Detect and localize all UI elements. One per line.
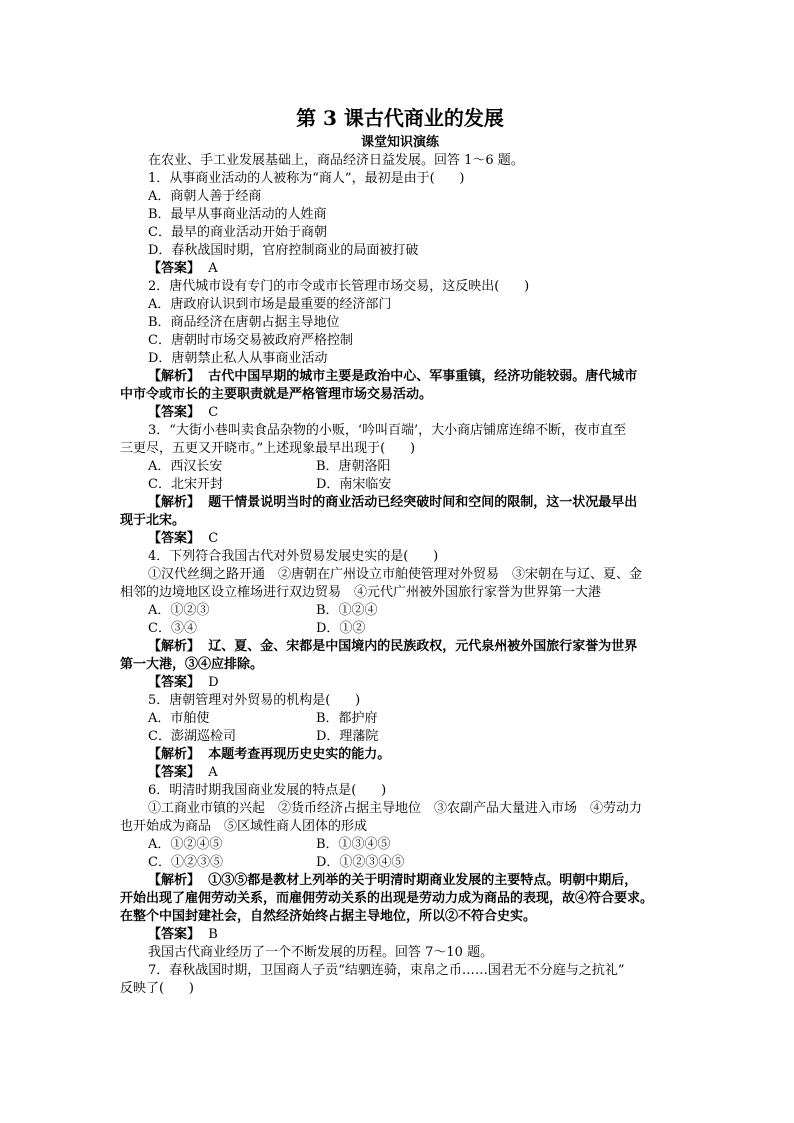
question-2-option-a: A．唐政府认识到市场是最重要的经济部门 [148,297,392,312]
question-5-option-b: B．都护府 [316,711,378,726]
explain-text: ①③⑤都是教材上列举的关于明清时期商业发展的主要特点。明朝中期后， [208,873,638,888]
question-1-option-a: A．商朝人善于经商 [148,189,262,204]
question-3-option-d: D．南宋临安 [316,477,392,492]
question-4-explanation [120,638,680,656]
answer-value: C [208,531,219,546]
question-4-option-b: B．①②④ [316,603,378,618]
document-content [120,104,680,998]
explain-text: 题干情景说明当时的商业活动已经突破时间和空间的限制，这一状况最早出 [208,495,638,510]
question-3-option-a: A．西汉长安 [148,459,223,474]
explain-label: 【解析】 [148,639,201,654]
question-5-option-c: C．澎湖巡检司 [148,729,236,744]
answer-value: D [208,675,219,690]
answer-label: 【答案】 [148,675,201,690]
question-1-option-c: C．最早的商业活动开始于商朝 [148,225,327,240]
explain-label: 【解析】 [148,369,201,384]
question-4-options-row-1 [120,602,680,620]
question-6-option-a: A．①②④⑤ [148,837,223,852]
question-3-options-row-1 [120,458,680,476]
explain-text: 开始出现了雇佣劳动关系，而雇佣劳动关系的出现是劳动力成为商品的表现，故④符合要求。 [120,891,654,906]
question-3-option-b: B．唐朝洛阳 [316,459,391,474]
section-subtitle: 课堂知识演练 [360,135,439,150]
explain-text: 古代中国早期的城市主要是政治中心、军事重镇，经济功能较弱。唐代城市 [208,369,638,384]
question-4-options-row-2 [120,620,680,638]
question-3-explanation [120,494,680,512]
explain-label: 【解析】 [148,873,201,888]
explain-text: 现于北宋。 [120,513,186,528]
question-6-items-cont: 也开始成为商品 ⑤区域性商人团体的形成 [120,819,368,834]
question-6-answer [120,926,680,944]
question-7-stem-cont: 反映了( ) [120,981,194,996]
question-3-option-c: C．北宋开封 [148,477,223,492]
question-4-option-a: A．①②③ [148,603,210,618]
question-5-stem: 5．唐朝管理对外贸易的机构是( ) [148,693,361,708]
question-3-options-row-2 [120,476,680,494]
intro-text-1: 在农业、手工业发展基础上，商品经济日益发展。回答 1～6 题。 [148,153,524,168]
question-4-stem: 4．下列符合我国古代对外贸易发展史实的是( ) [148,549,439,564]
question-6-option-b: B．①③④⑤ [316,837,391,852]
question-6-items: ①工商业市镇的兴起 ②货币经济占据主导地位 ③农副产品大量进入市场 ④劳动力 [148,801,643,816]
explain-text: 中市令或市长的主要职责就是严格管理市场交易活动。 [120,387,433,402]
question-4-items: ①汉代丝绸之路开通 ②唐朝在广州设立市舶使管理对外贸易 ③宋朝在与辽、夏、金 [148,567,643,582]
question-2-option-d: D．唐朝禁止私人从事商业活动 [148,351,328,366]
answer-value: A [208,261,218,276]
question-6-option-d: D．①②③④⑤ [316,855,405,870]
question-7-stem: 7．春秋战国时期，卫国商人子贡“结驷连骑，束帛之币……国君无不分庭与之抗礼” [148,963,625,978]
question-3-stem: 3．“大街小巷叫卖食品杂物的小贩，‘吟叫百端’，大小商店铺席连绵不断，夜市直至 [148,423,627,438]
question-1-option-b: B．最早从事商业活动的人姓商 [148,207,327,222]
answer-value: B [208,927,218,942]
question-2-explanation-cont [120,386,680,404]
question-5-options-row-2 [120,728,680,746]
question-1-option-d: D．春秋战国时期，官府控制商业的局面被打破 [148,243,419,258]
question-2-stem: 2．唐代城市设有专门的市令或市长管理市场交易，这反映出( ) [148,279,530,294]
question-1-answer [120,260,680,278]
question-1-stem: 1．从事商业活动的人被称为“商人”，最初是由于( ) [148,171,465,186]
page-title: 第 3 课古代商业的发展 [296,106,504,130]
question-2-answer [120,404,680,422]
answer-label: 【答案】 [148,405,201,420]
question-6-options-row-1 [120,836,680,854]
question-4-answer [120,674,680,692]
answer-value: A [208,765,218,780]
question-5-option-a: A．市舶使 [148,711,210,726]
question-5-answer [120,764,680,782]
question-6-explanation-cont-1 [120,890,680,908]
explain-text: 辽、夏、金、宋都是中国境内的民族政权，元代泉州被外国旅行家誉为世界 [208,639,638,654]
question-3-explanation-cont [120,512,680,530]
question-5-options-row-1 [120,710,680,728]
answer-label: 【答案】 [148,261,201,276]
explain-text: 本题考查再现历史史实的能力。 [208,747,391,762]
question-5-option-d: D．理藩院 [316,729,379,744]
explain-text: 在整个中国封建社会，自然经济始终占据主导地位，所以②不符合史实。 [120,909,537,924]
answer-label: 【答案】 [148,927,201,942]
question-4-option-d: D．①② [316,621,366,636]
intro-text-2: 我国古代商业经历了一个不断发展的历程。回答 7～10 题。 [148,945,494,960]
question-3-stem-cont: 三更尽，五更又开晓市。”上述现象最早出现于( ) [120,441,416,456]
explain-text: 第一大港，③④应排除。 [120,657,264,672]
explain-label: 【解析】 [148,747,201,762]
question-5-explanation [120,746,680,764]
question-6-stem: 6．明清时期我国商业发展的特点是( ) [148,783,387,798]
question-4-items-cont: 相邻的边境地区设立榷场进行双边贸易 ④元代广州被外国旅行家誉为世界第一大港 [120,585,602,600]
answer-label: 【答案】 [148,765,201,780]
question-2-option-c: C．唐朝时市场交易被政府严格控制 [148,333,353,348]
question-6-explanation-cont-2 [120,908,680,926]
explain-label: 【解析】 [148,495,201,510]
question-6-options-row-2 [120,854,680,872]
question-6-option-c: C．①②③⑤ [148,855,223,870]
question-6-explanation [120,872,680,890]
answer-value: C [208,405,219,420]
answer-label: 【答案】 [148,531,201,546]
question-4-explanation-cont [120,656,680,674]
question-2-option-b: B．商品经济在唐朝占据主导地位 [148,315,340,330]
question-2-explanation [120,368,680,386]
question-4-option-c: C．③④ [148,621,197,636]
question-3-answer [120,530,680,548]
